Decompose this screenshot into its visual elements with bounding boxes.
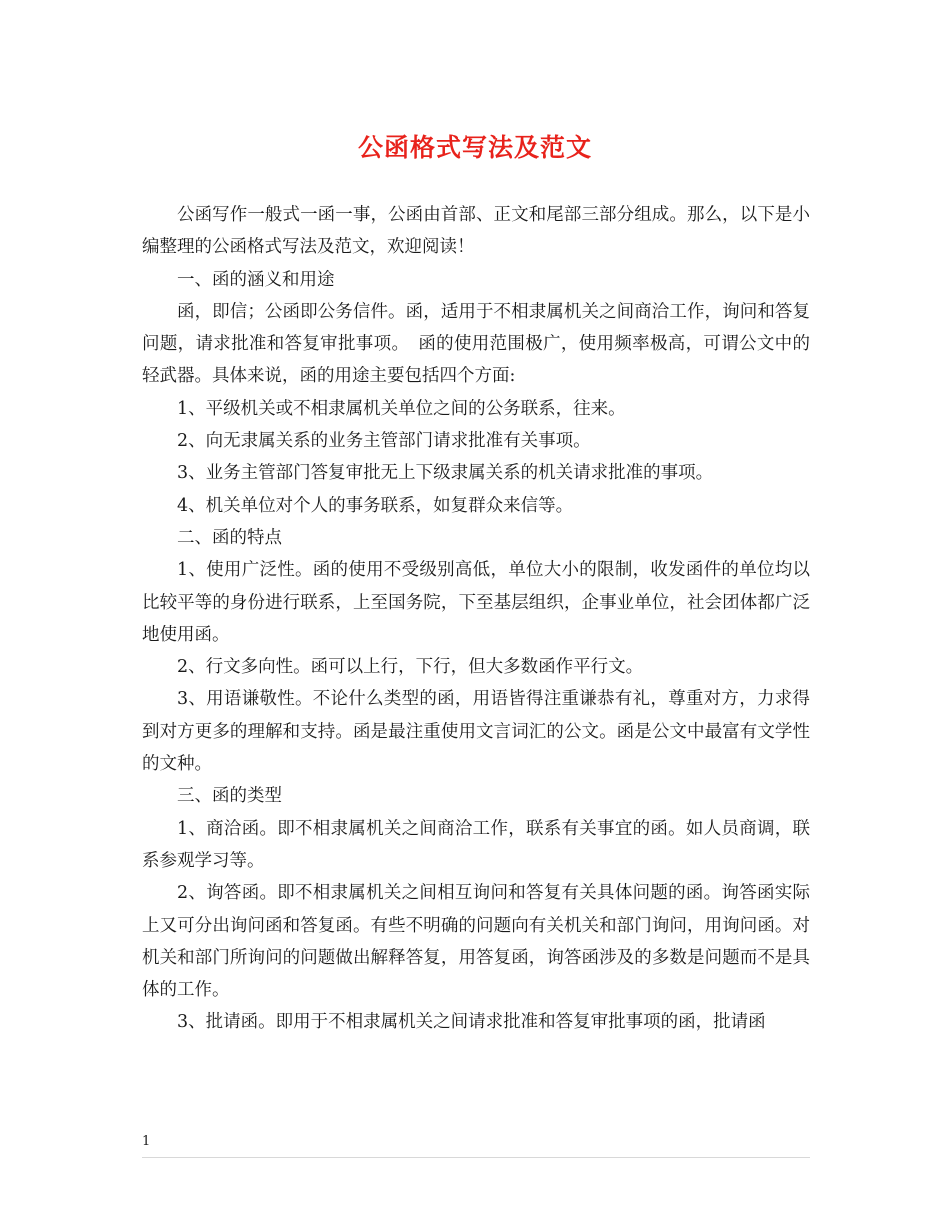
section-heading-2: 二、函的特点 — [177, 527, 282, 548]
page-number: 1 — [142, 1134, 151, 1149]
list-item: 2、行文多向性。函可以上行，下行，但大多数函作平行文。 — [177, 657, 644, 678]
document-body — [142, 199, 810, 1039]
list-item: 4、机关单位对个人的事务联系，如复群众来信等。 — [177, 495, 574, 516]
section-heading-3: 三、函的类型 — [177, 786, 282, 807]
list-item: 1、商洽函。即不相隶属机关之间商洽工作，联系有关事宜的函。如人员商调，联系参观学习等。 — [142, 818, 810, 871]
paragraph-definition: 函，即信；公函即公务信件。函，适用于不相隶属机关之间商洽工作，询问和答复问题，请求批准和答复审批事项。 函的使用范围极广，使用频率极高，可谓公文中的轻武器。具体来说，函的用途主要包括四个方面: — [142, 301, 810, 387]
list-item: 3、业务主管部门答复审批无上下级隶属关系的机关请求批准的事项。 — [177, 463, 714, 484]
section-heading-1: 一、函的涵义和用途 — [177, 269, 335, 290]
list-item: 2、询答函。即不相隶属机关之间相互询问和答复有关具体问题的函。询答函实际上又可分出询问函和答复函。有些不明确的问题向有关机关和部门询问，用询问函。对机关和部门所询问的问题做出解释答复，用答复函，询答函涉及的多数是问题而不是具体的工作。 — [142, 883, 810, 1001]
paragraph-intro: 公函写作一般式一函一事，公函由首部、正文和尾部三部分组成。那么，以下是小编整理的公函格式写法及范文，欢迎阅读！ — [142, 205, 810, 258]
list-item: 3、用语谦敬性。不论什么类型的函，用语皆得注重谦恭有礼，尊重对方，力求得到对方更多的理解和支持。函是最注重使用文言词汇的公文。函是公文中最富有文学性的文种。 — [142, 689, 810, 775]
list-item: 2、向无隶属关系的业务主管部门请求批准有关事项。 — [177, 431, 591, 452]
list-item: 1、平级机关或不相隶属机关单位之间的公务联系，往来。 — [177, 398, 626, 419]
list-item: 3、批请函。即用于不相隶属机关之间请求批准和答复审批事项的函，批请函 — [177, 1012, 766, 1033]
list-item: 1、使用广泛性。函的使用不受级别高低，单位大小的限制，收发函件的单位均以比较平等的身份进行联系，上至国务院，下至基层组织，企事业单位，社会团体都广泛地使用函。 — [142, 560, 810, 645]
footer-divider — [142, 1157, 810, 1158]
document-title: 公函格式写法及范文 — [357, 133, 592, 162]
